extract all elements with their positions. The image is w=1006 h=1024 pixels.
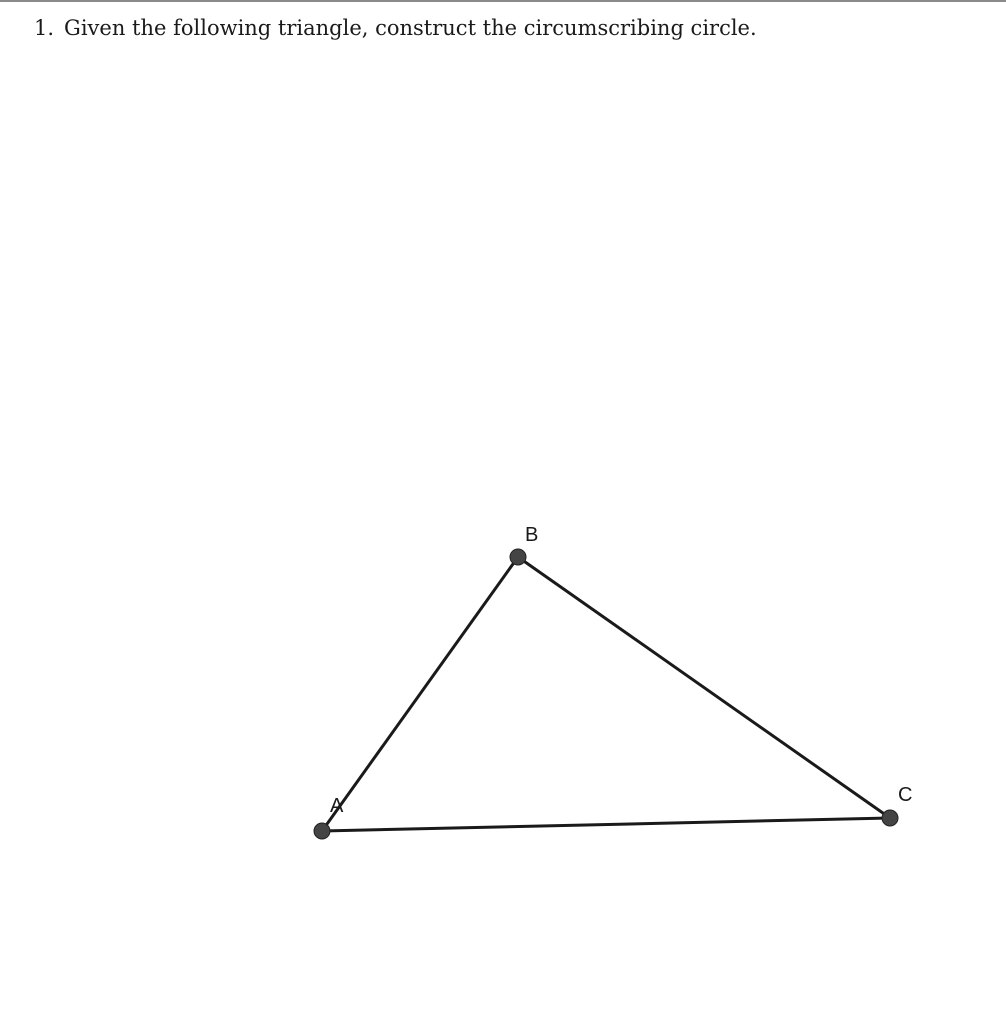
vertex-a-point [314,823,330,839]
vertex-c-label: C [898,784,913,806]
vertex-b-point [510,549,526,565]
question-text: Given the following triangle, construct the circumscribing circle. [64,16,757,40]
side-ca [322,818,890,831]
question-number: 1. [34,16,55,40]
side-bc [518,557,890,818]
vertex-c-point [882,810,898,826]
vertex-a-label: A [330,795,344,817]
side-ab [322,557,518,831]
vertex-b-label: B [525,524,539,546]
